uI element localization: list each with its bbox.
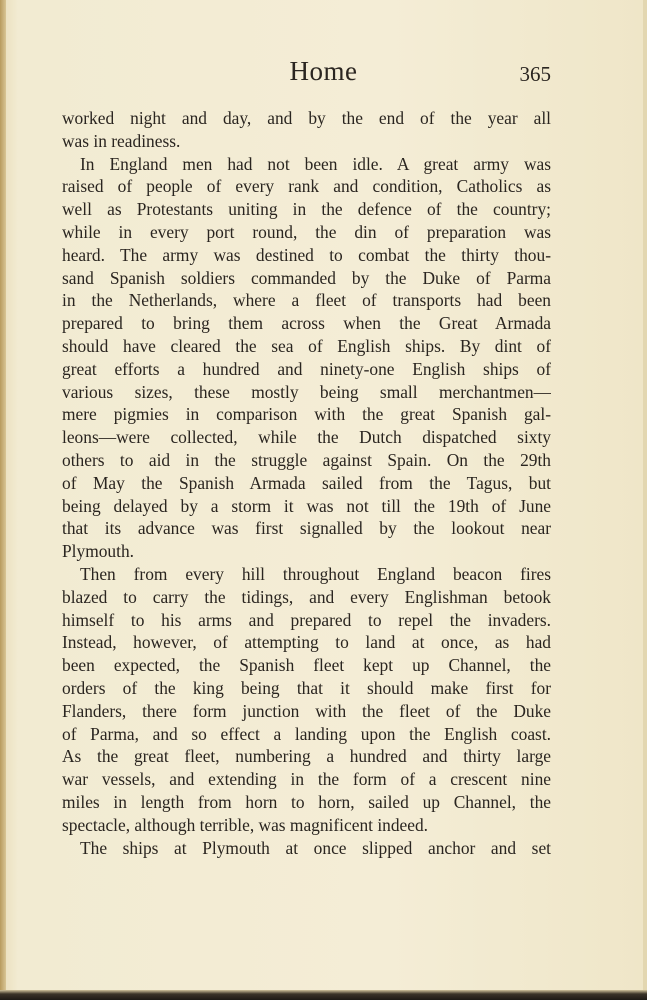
text-line: As the great fleet, numbering a hundred and thirty large xyxy=(62,746,551,767)
text-line: that its advance was first signalled by the lookout near xyxy=(62,518,551,539)
page-number: 365 xyxy=(519,62,551,86)
page-bottom-edge xyxy=(0,990,647,1000)
text-line: blazed to carry the tidings, and every Englishman betook xyxy=(62,586,551,607)
text-line: others to aid in the struggle against Spain. On the 29th xyxy=(62,449,551,470)
text-line: in the Netherlands, where a fleet of transports had been xyxy=(62,290,551,311)
text-line: spectacle, although terrible, was magnificent indeed. xyxy=(62,814,429,835)
text-line: miles in length from horn to horn, sailed up Channel, the xyxy=(62,791,551,812)
text-line: various sizes, these mostly being small merchantmen— xyxy=(62,381,551,402)
text-line: while in every port round, the din of preparation was xyxy=(62,221,551,242)
text-line: Flanders, there form junction with the fleet of the Duke xyxy=(62,700,551,721)
text-line: himself to his arms and prepared to repel the invaders. xyxy=(62,609,551,630)
text-line: war vessels, and extending in the form of a crescent nine xyxy=(62,769,551,790)
text-line: well as Protestants uniting in the defence of the country; xyxy=(62,199,551,220)
text-line: sand Spanish soldiers commanded by the Duke of Parma xyxy=(62,267,551,288)
text-line: Instead, however, of attempting to land at once, as had xyxy=(62,632,551,653)
text-line: leons—were collected, while the Dutch dispatched sixty xyxy=(62,427,551,448)
text-line: mere pigmies in comparison with the great Spanish gal- xyxy=(62,404,551,425)
text-line: was in readiness. xyxy=(62,130,181,151)
text-line: Then from every hill throughout England beacon fires xyxy=(80,563,551,584)
text-line: of Parma, and so effect a landing upon the English coast. xyxy=(62,723,551,744)
text-line: should have cleared the sea of English ships. By dint of xyxy=(62,335,551,356)
running-title: Home xyxy=(289,56,358,86)
body-text xyxy=(62,107,551,859)
text-line: being delayed by a storm it was not till the 19th of June xyxy=(62,495,551,516)
page-spine-shadow xyxy=(0,0,6,1000)
text-line: Plymouth. xyxy=(62,541,134,562)
text-line: great efforts a hundred and ninety-one English ships of xyxy=(62,358,551,379)
text-line: been expected, the Spanish fleet kept up Channel, the xyxy=(62,655,551,676)
text-line: The ships at Plymouth at once slipped anchor and set xyxy=(80,837,551,858)
text-line: of May the Spanish Armada sailed from the Tagus, but xyxy=(62,472,551,493)
text-line: worked night and day, and by the end of the year all xyxy=(62,108,551,128)
text-line: prepared to bring them across when the Great Armada xyxy=(62,313,551,334)
page-header xyxy=(0,56,647,96)
text-line: orders of the king being that it should make first for xyxy=(62,677,551,698)
text-line: heard. The army was destined to combat the thirty thou- xyxy=(62,244,551,265)
text-line: raised of people of every rank and condition, Catholics as xyxy=(62,176,551,197)
page-right-edge xyxy=(643,0,647,1000)
text-line: In England men had not been idle. A great army was xyxy=(80,153,551,174)
